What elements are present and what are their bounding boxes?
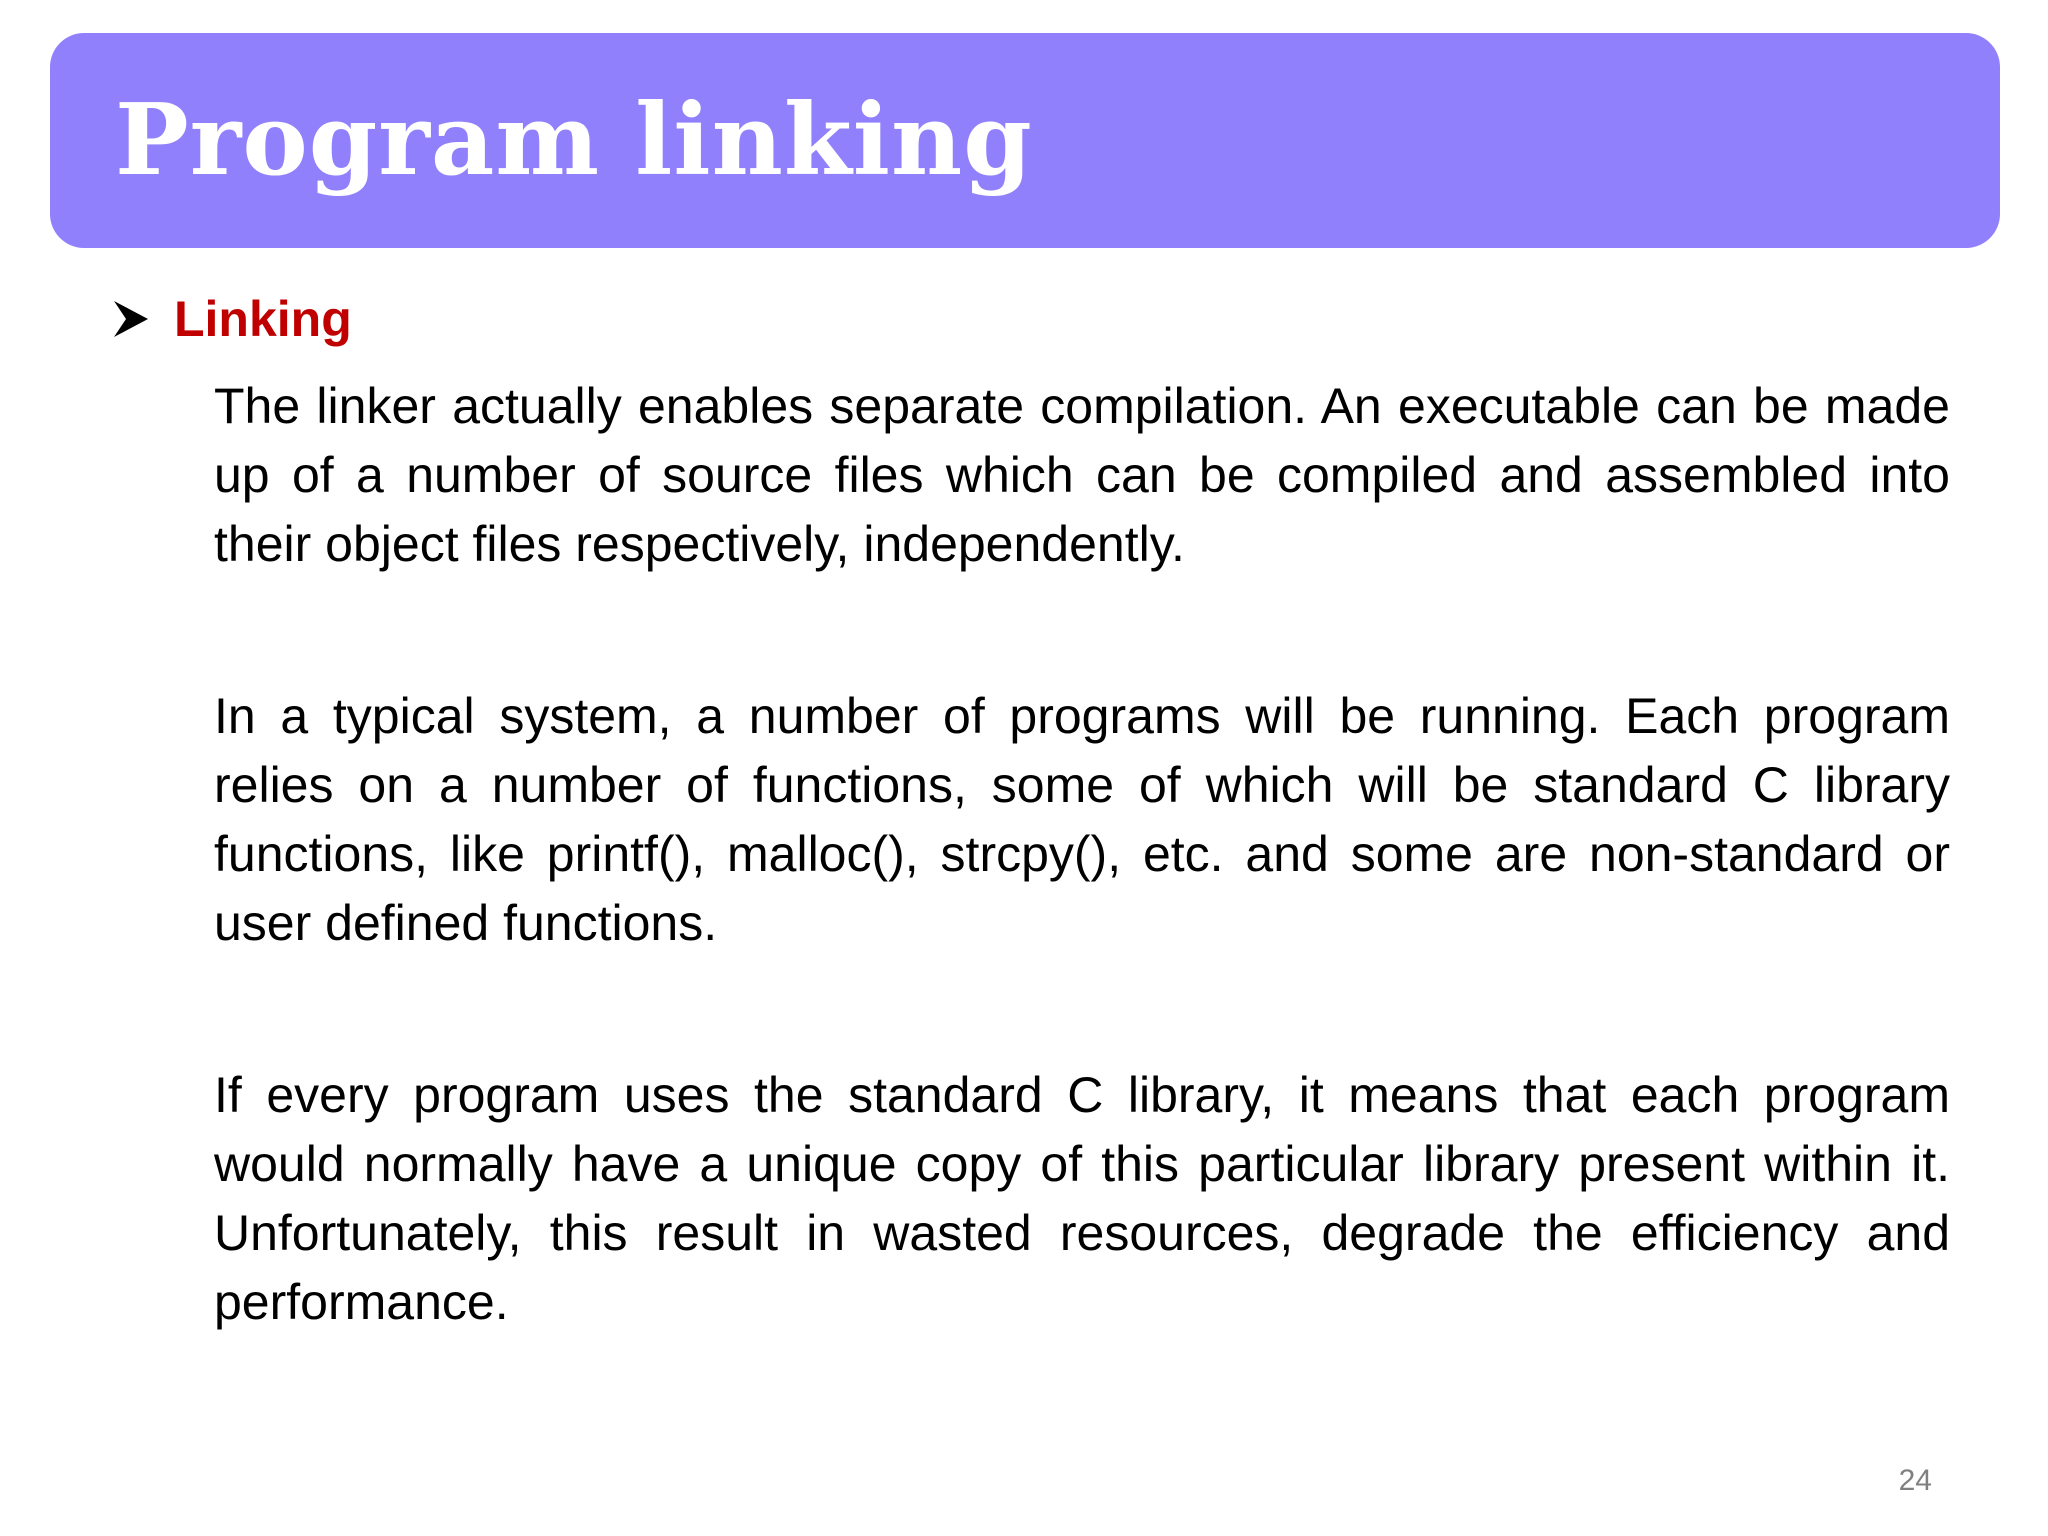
section-heading: Linking [174,291,352,347]
paragraph-1: The linker actually enables separate compilation. An executable can be made up of a number of source files which can be compiled and assembled into their object files respectively, independently. [214,378,1950,572]
arrow-right-icon [112,299,150,339]
paragraph-3: If every program uses the standard C library, it means that each program would normally have a unique copy of this particular library present within it. Unfortunately, this result in wasted resources, degrade the efficiency and performance. [214,1067,1950,1330]
page-number: 24 [1898,1464,1932,1497]
slide-title: Program linking [115,82,1033,198]
title-banner [50,33,2000,248]
paragraph-2: In a typical system, a number of programs will be running. Each program relies on a number of functions, some of which will be standard C library functions, like printf(), malloc(), strcpy(), etc. and some are non-standard or user defined functions. [214,688,1950,951]
bullet-heading [112,286,352,352]
slide-body [214,372,1950,1337]
